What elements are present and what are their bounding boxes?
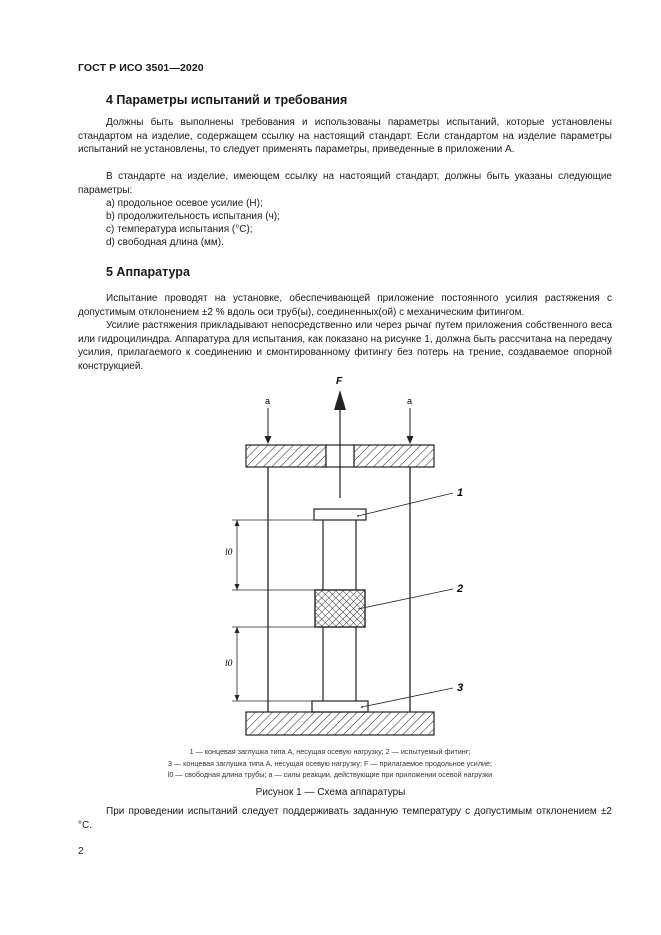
dimension-l0-lower <box>232 627 316 701</box>
parameter-list-item-a: a) продольное осевое усилие (Н); <box>106 198 263 209</box>
closing-paragraph: При проведении испытаний следует поддерживать заданную температуру с допустимым отклонением ±2 °С. <box>78 806 612 831</box>
apparatus-diagram <box>0 372 661 742</box>
dimension-l0-upper <box>232 520 316 590</box>
leader-line-1 <box>358 493 453 516</box>
reaction-label-left: a <box>265 396 271 406</box>
end-cap-3 <box>312 701 368 712</box>
page-number: 2 <box>78 846 84 857</box>
l0-label-lower: l0 <box>225 659 233 669</box>
force-label: F <box>336 376 343 387</box>
callout-label-1: 1 <box>457 487 464 499</box>
section-5-paragraph-2: Усилие растяжения прикладывают непосредственно или через рычаг путем приложения собственного веса или гидроцилиндра. Аппаратура для испытания, как показано на рисунке 1, должна быть рассчитана на передачу усилия, прилагаемого к соединению и смонтированному фитингу без потерь на трение, создаваемое опорной конструкцией. <box>78 320 612 372</box>
standard-header: ГОСТ Р ИСО 3501—2020 <box>78 62 204 74</box>
callout-label-2: 2 <box>457 583 464 595</box>
section-4-paragraph-2: В стандарте на изделие, имеющем ссылку на настоящий стандарт, должны быть указаны следующие параметры: <box>78 171 612 196</box>
figure-legend-line-3: l0 — свободная длина трубы; a — силы реакции, действующие при приложении осевой нагрузки <box>167 770 493 779</box>
l0-label-upper: l0 <box>225 548 233 558</box>
callout-label-3: 3 <box>457 682 464 694</box>
section-5-title: 5 Аппаратура <box>106 265 190 279</box>
end-cap-1 <box>314 509 366 520</box>
pipe-upper <box>323 520 356 590</box>
section-4-paragraph-1: Должны быть выполнены требования и использованы параметры испытаний, которые установлены стандартом на изделие, содержащем ссылку на настоящий стандарт. Если стандартом на изделие параметры испытаний не установлены, то следует применять параметры, приведенные в приложении А. <box>78 117 612 155</box>
figure-legend <box>110 746 550 781</box>
reaction-arrow-right-icon <box>407 408 414 444</box>
parameter-list-item-b: b) продолжительность испытания (ч); <box>106 211 280 222</box>
parameter-list-item-c: c) температура испытания (°С); <box>106 224 253 235</box>
reaction-label-right: a <box>407 396 413 406</box>
figure-legend-line-2: 3 — концевая заглушка типа А, несущая осевую нагрузку; F — прилагаемое продольное усилие; <box>167 758 493 768</box>
base-plate <box>246 712 434 735</box>
reaction-arrow-left-icon <box>265 408 272 444</box>
section-5-paragraph-1: Испытание проводят на установке, обеспечивающей приложение постоянного усилия растяжения с допустимым отклонением ±2 % вдоль оси труб(ы), соединенных(ой) с механическим фитингом. <box>78 293 612 318</box>
test-fitting-2 <box>315 590 365 627</box>
figure-legend-line-1: 1 — концевая заглушка типа А, несущая осевую нагрузку; 2 — испытуемый фитинг; <box>189 747 471 756</box>
parameter-list-item-d: d) свободная длина (мм). <box>106 237 224 248</box>
section-4-title: 4 Параметры испытаний и требования <box>106 93 348 107</box>
leader-line-2 <box>358 589 453 609</box>
figure-title: Рисунок 1 — Схема аппаратуры <box>255 787 406 798</box>
pipe-lower <box>323 627 356 701</box>
leader-line-3 <box>362 688 453 707</box>
force-arrow-up-icon <box>334 390 346 498</box>
